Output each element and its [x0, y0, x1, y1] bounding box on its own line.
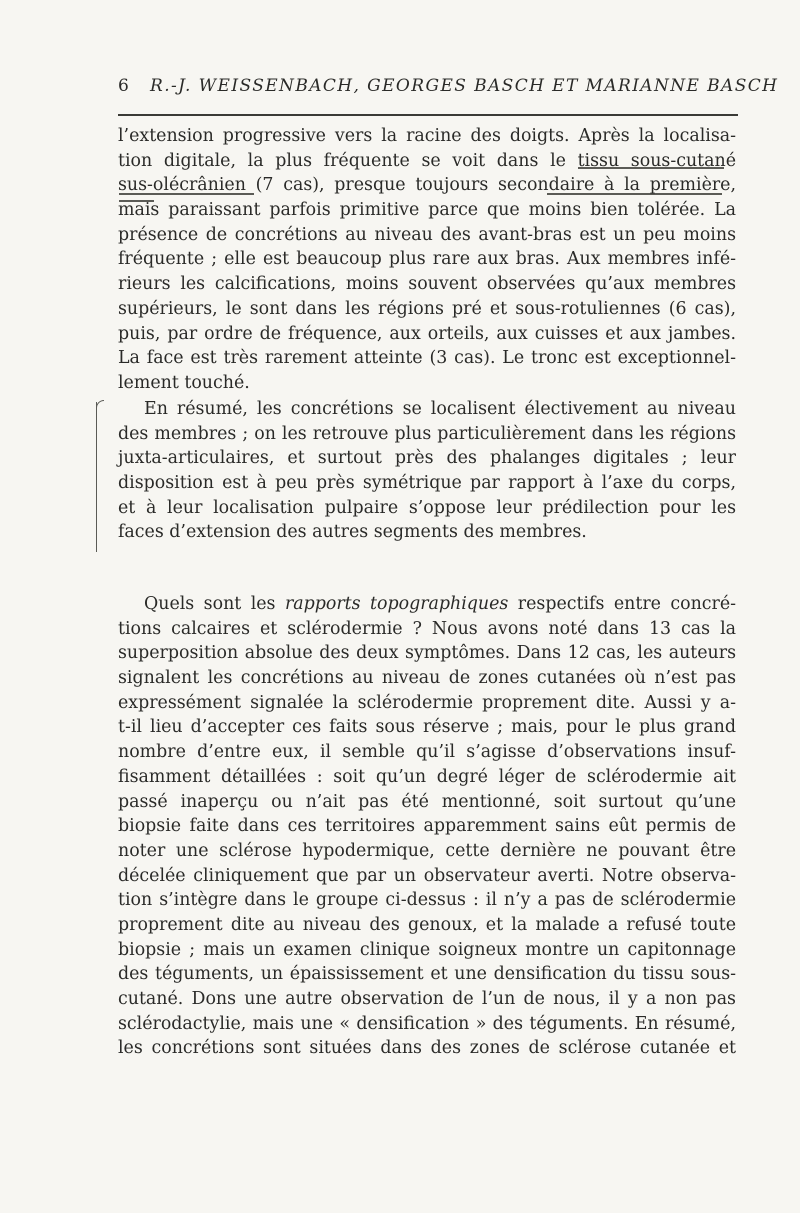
paragraph-3	[118, 592, 736, 1061]
text-line: juxta-articulaires, et surtout près des phalanges digitales ; leur	[118, 448, 736, 469]
text-line: La face est très rarement atteinte (3 cas). Le tronc est exceptionnel-	[118, 348, 736, 369]
text-line: lement touché.	[118, 372, 250, 393]
text-line: des téguments, un épaississement et une densification du tissu sous-	[118, 964, 736, 985]
text-line: En résumé, les concrétions se localisent électivement au niveau	[144, 399, 736, 419]
running-head	[118, 76, 779, 102]
text-line: supérieurs, le sont dans les régions pré et sous-rotuliennes (6 cas),	[118, 298, 736, 319]
text-line: présence de concrétions au niveau des avant-bras est un peu moins	[118, 224, 736, 245]
text-line: puis, par ordre de fréquence, aux orteils, aux cuisses et aux jambes.	[118, 323, 736, 344]
text-line: mais paraissant parfois primitive parce que moins bien tolérée. La	[118, 200, 736, 221]
text-run: respectifs entre concré-	[508, 594, 736, 614]
text-line: tion digitale, la plus fréquente se voit dans le tissu sous-cutané	[118, 150, 736, 171]
text-line: tions calcaires et sclérodermie ? Nous avons noté dans 13 cas la	[118, 618, 736, 639]
text-line: superposition absolue des deux symptômes. Dans 12 cas, les auteurs	[118, 643, 736, 664]
text-line: décelée cliniquement que par un observateur averti. Notre observa-	[118, 865, 736, 886]
text-line: expressément signalée la sclérodermie proprement dite. Aussi y a-	[118, 692, 736, 713]
page-number: 6	[118, 76, 130, 96]
text-line: sclérodactylie, mais une « densification » des téguments. En résumé,	[118, 1013, 736, 1034]
text-line: passé inaperçu ou n’ait pas été mentionné, soit surtout qu’une	[118, 791, 736, 812]
margin-bracket-mark	[96, 402, 105, 552]
text-line: nombre d’entre eux, il semble qu’il s’agisse d’observations insuf-	[118, 742, 736, 763]
text-line	[118, 592, 736, 617]
text-line: t-il lieu d’accepter ces faits sous réserve ; mais, pour le plus grand	[118, 717, 736, 738]
header-authors: R.-J. WEISSENBACH, GEORGES BASCH ET MARIANNE BASCH	[150, 76, 779, 96]
text-run: Quels sont les	[144, 594, 285, 614]
text-line: sus-olécrânien (7 cas), presque toujours secondaire à la première,	[118, 175, 736, 196]
text-line: disposition est à peu près symétrique par rapport à l’axe du corps,	[118, 473, 736, 494]
text-line: noter une sclérose hypodermique, cette dernière ne pouvant être	[118, 840, 736, 861]
text-line: signalent les concrétions au niveau de zones cutanées où n’est pas	[118, 668, 736, 689]
text-line: cutané. Dons une autre observation de l’un de nous, il y a non pas	[118, 989, 736, 1009]
text-line: biopsie ; mais un examen clinique soigneux montre un capitonnage	[118, 939, 736, 960]
text-line: et à leur localisation pulpaire s’oppose leur prédilection pour les	[118, 497, 736, 518]
text-line: biopsie faite dans ces territoires apparemment sains eût permis de	[118, 816, 736, 837]
header-rule	[118, 114, 738, 116]
text-line: l’extension progressive vers la racine des doigts. Après la localisa-	[118, 126, 736, 146]
text-line: fisamment détaillées : soit qu’un degré léger de sclérodermie ait	[118, 766, 736, 787]
paragraph-2	[118, 397, 736, 545]
text-line: rieurs les calcifications, moins souvent observées qu’aux membres	[118, 274, 736, 295]
text-line: proprement dite au niveau des genoux, et la malade a refusé toute	[118, 914, 736, 935]
text-line: fréquente ; elle est beaucoup plus rare aux bras. Aux membres infé-	[118, 249, 736, 270]
emphasis-text: rapports topographiques	[284, 594, 509, 614]
text-line: des membres ; on les retrouve plus particulièrement dans les régions	[118, 423, 736, 444]
text-line: tion s’intègre dans le groupe ci-dessus : il n’y a pas de sclérodermie	[118, 890, 736, 911]
text-line: les concrétions sont situées dans des zones de sclérose cutanée et	[118, 1038, 736, 1059]
text-line: faces d’extension des autres segments des membres.	[118, 522, 587, 543]
paragraph-1	[118, 124, 736, 396]
